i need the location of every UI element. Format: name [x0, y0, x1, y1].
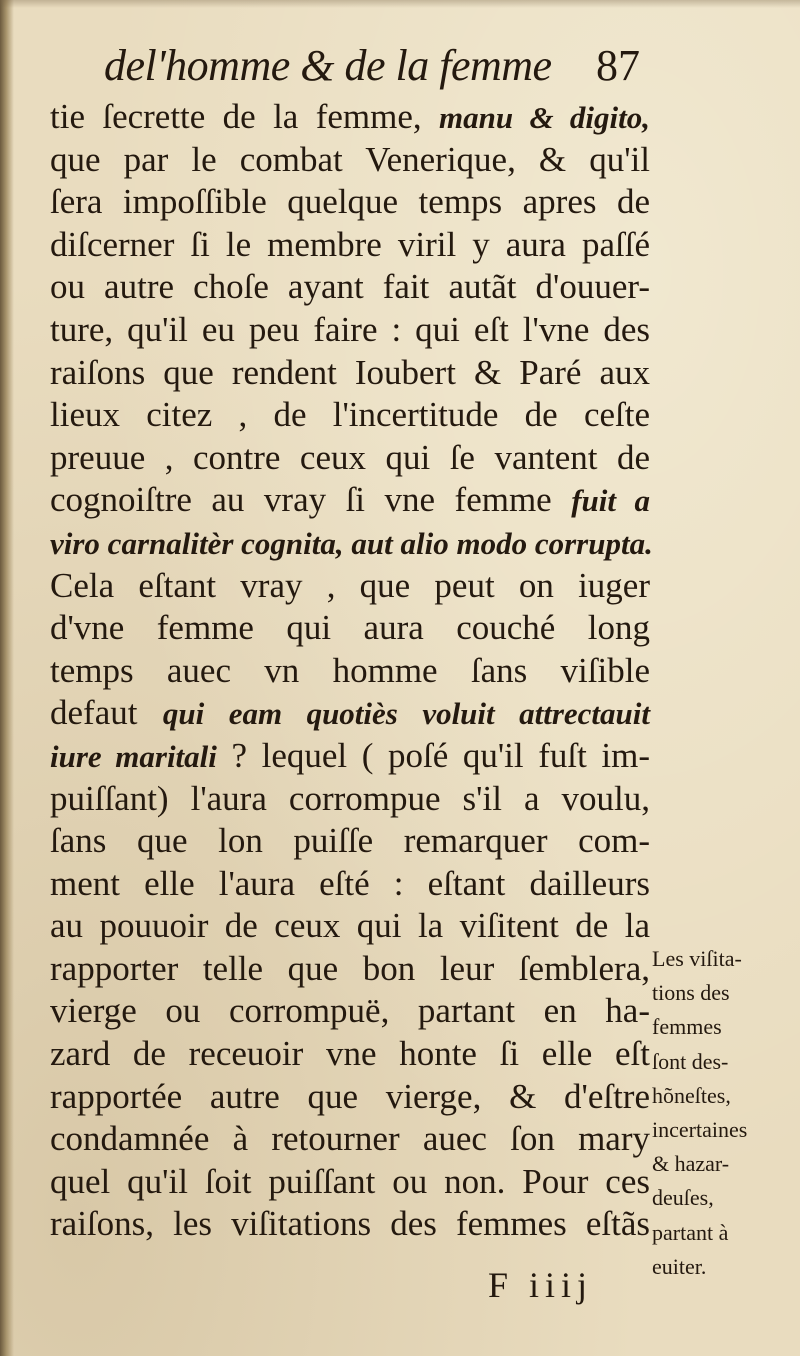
text-segment: ſans que lon puiſſe remarquer com- — [50, 821, 650, 861]
running-title: del'homme & de la femme — [104, 41, 552, 90]
text-segment: au pouuoir de ceux qui la viſitent de la — [50, 906, 650, 946]
margin-note-line: Les viſita- — [652, 946, 742, 971]
text-line — [50, 522, 653, 565]
text-segment: raiſons, les viſitations des femmes eſtãs — [50, 1204, 650, 1244]
margin-note-line: partant à — [652, 1219, 729, 1245]
text-line — [50, 820, 650, 863]
text-segment: condamnée à retourner auec ſon mary — [50, 1119, 650, 1159]
latin-phrase: fuit a — [571, 483, 650, 519]
body-text — [50, 96, 653, 1246]
text-line — [50, 1118, 650, 1161]
text-line — [50, 437, 650, 480]
latin-phrase: manu & digito, — [438, 100, 651, 135]
text-segment: puiſſant) l'aura corrompue s'il a voulu, — [50, 778, 650, 818]
text-segment: temps auec vn homme ſans viſible — [50, 650, 650, 690]
text-segment: ſera impoſſible quelque temps apres de — [50, 182, 650, 222]
text-line — [50, 863, 650, 906]
text-line — [50, 96, 650, 139]
text-segment: ment elle l'aura eſté : eſtant dailleurs — [50, 863, 650, 903]
text-segment: cognoiſtre au vray ſi vne femme — [50, 480, 572, 520]
text-line — [50, 905, 650, 948]
margin-note-line: deuſes, — [652, 1185, 714, 1211]
margin-note-line: incertaines — [652, 1116, 748, 1142]
text-segment: lieux citez , de l'incertitude de ceſte — [50, 395, 650, 435]
text-segment: raiſons que rendent Ioubert & Paré aux — [50, 352, 650, 392]
text-line — [50, 692, 650, 735]
text-line — [50, 181, 650, 224]
text-line — [50, 309, 650, 352]
text-line — [50, 394, 650, 437]
text-line — [50, 1161, 650, 1204]
text-segment: preuue , contre ceux qui ſe vantent de — [50, 437, 650, 477]
margin-note-line: ſont des- — [652, 1048, 729, 1074]
margin-note — [652, 942, 792, 1284]
text-line — [50, 735, 650, 778]
page-number: 87 — [596, 41, 640, 90]
text-segment: que par le combat Venerique, & qu'il — [50, 139, 650, 179]
margin-note-line: femmes — [652, 1014, 722, 1040]
margin-note-line: tions des — [652, 980, 730, 1006]
text-segment: ou autre choſe ayant fait autãt d'ouuer- — [50, 267, 650, 307]
signature-mark: F iiij — [488, 1265, 594, 1305]
text-segment: ? lequel ( poſé qu'il fuſt im- — [216, 735, 650, 775]
text-line — [50, 224, 650, 267]
text-segment: quel qu'il ſoit puiſſant ou non. Pour ces — [50, 1161, 650, 1201]
text-line — [50, 352, 650, 395]
text-line — [50, 479, 650, 522]
running-head — [100, 40, 640, 94]
text-segment: tie ſecrette de la femme, — [50, 97, 439, 136]
text-line — [50, 1033, 650, 1076]
text-segment: rapportée autre que vierge, & d'eſtre — [50, 1076, 650, 1116]
text-line — [50, 266, 650, 309]
margin-note-line: & hazar- — [652, 1151, 730, 1177]
margin-note-line: hõneſtes, — [652, 1082, 731, 1108]
text-line — [50, 650, 650, 693]
text-segment: diſcerner ſi le membre viril y aura paſſé — [50, 224, 650, 264]
margin-note-line: euiter. — [652, 1253, 707, 1279]
text-line — [50, 1203, 650, 1246]
text-segment: rapporter telle que bon leur ſemblera, — [50, 948, 650, 988]
text-segment: zard de receuoir vne honte ſi elle eſt — [50, 1034, 650, 1074]
latin-phrase: iure maritali — [50, 738, 217, 774]
text-line — [50, 607, 650, 650]
text-segment: vierge ou corrompuë, partant en ha- — [50, 991, 650, 1031]
latin-phrase: viro carnalitèr cognita, aut alio modo corrupta. — [50, 525, 653, 561]
text-line — [50, 778, 650, 821]
text-line — [50, 948, 650, 991]
text-segment: defaut — [50, 693, 163, 733]
text-line — [50, 990, 650, 1033]
text-line — [50, 139, 650, 182]
text-line — [50, 565, 650, 608]
text-segment: Cela eſtant vray , que peut on iuger — [50, 565, 650, 605]
text-segment: d'vne femme qui aura couché long — [50, 608, 650, 648]
text-line — [50, 1076, 650, 1119]
text-segment: ture, qu'il eu peu faire : qui eſt l'vne des — [50, 309, 650, 349]
latin-phrase: qui eam quotiès voluit attrectauit — [162, 696, 651, 732]
